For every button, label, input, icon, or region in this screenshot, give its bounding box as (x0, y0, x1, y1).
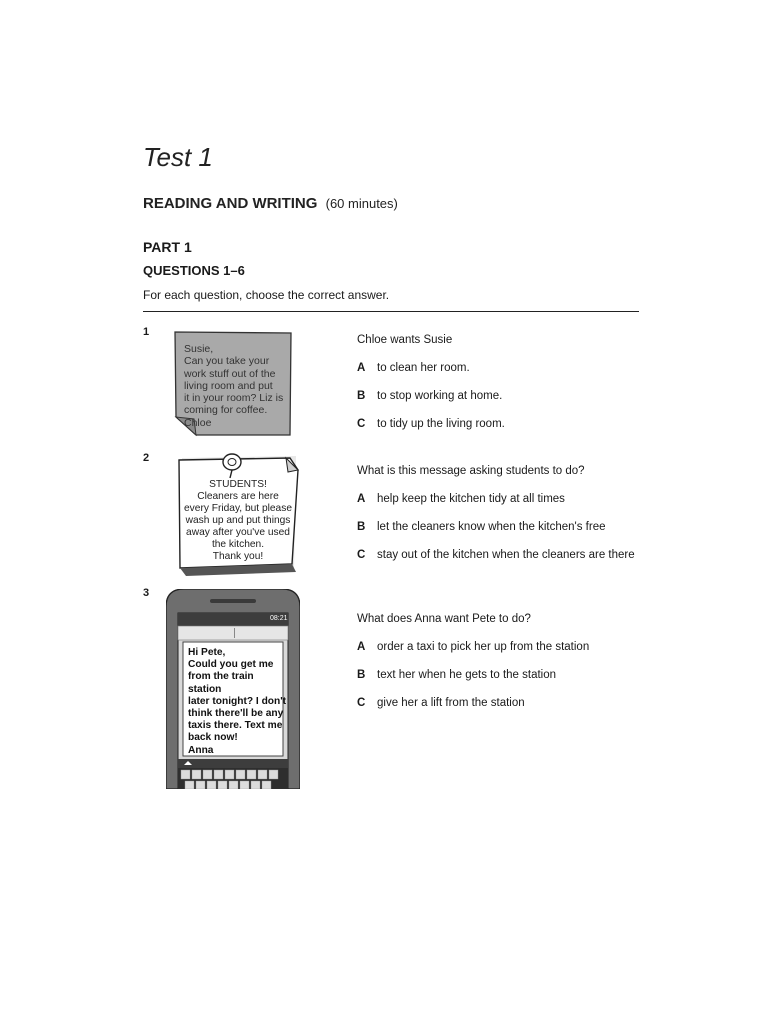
note-1-line: living room and put (184, 379, 273, 392)
option-letter: C (357, 549, 366, 561)
option-letter: C (357, 697, 366, 709)
question-1-option-b[interactable] (357, 390, 502, 402)
note-2-line: every Friday, but please (184, 503, 292, 514)
note-1-line: Susie, (184, 343, 214, 355)
speaker-grille (210, 599, 256, 603)
question-3-stem: What does Anna want Pete to do? (357, 613, 531, 625)
text-message-line: taxis there. Text me (188, 720, 283, 732)
text-message-line: Anna (188, 744, 214, 756)
question-1-option-c[interactable] (357, 418, 505, 430)
note-1-message (184, 343, 296, 429)
option-text: text her when he gets to the station (377, 669, 557, 681)
question-2-option-b[interactable] (357, 521, 606, 533)
section-title: READING AND WRITING (143, 195, 318, 212)
note-2-line: Thank you! (212, 551, 264, 562)
note-1-line: coming for coffee. (184, 404, 268, 417)
note-1-line: it in your room? Liz is (184, 392, 284, 405)
option-letter: B (357, 390, 366, 402)
note-3-message (188, 647, 288, 757)
question-2-option-a[interactable] (357, 493, 565, 505)
instruction-text: For each question, choose the correct answer. (143, 288, 390, 302)
option-letter: C (357, 418, 366, 430)
note-2-line: STUDENTS! (209, 479, 267, 490)
note-1-line: Chloe (184, 416, 212, 429)
note-1-line: work stuff out of the (184, 367, 276, 380)
option-letter: A (357, 493, 366, 505)
note-2-line: wash up and put things (185, 515, 291, 526)
note-1-line: Can you take your (184, 355, 270, 368)
text-message-line: think there'll be any (188, 708, 284, 720)
option-text: to clean her room. (377, 362, 470, 374)
text-message-line: Could you get me (188, 659, 274, 671)
option-text: order a taxi to pick her up from the station (377, 641, 590, 653)
text-message-line: later tonight? I don't (188, 695, 287, 707)
note-2-message (181, 479, 295, 563)
part-heading: PART 1 (143, 239, 192, 255)
section-duration: (60 minutes) (325, 196, 398, 211)
option-text: to tidy up the living room. (377, 418, 505, 430)
question-number-1: 1 (143, 326, 150, 338)
option-text: to stop working at home. (377, 390, 503, 402)
option-letter: A (357, 641, 366, 653)
option-text: help keep the kitchen tidy at all times (377, 493, 565, 505)
note-2-line: Cleaners are here (197, 491, 279, 502)
question-2-option-c[interactable] (357, 549, 635, 561)
questions-heading: QUESTIONS 1–6 (143, 263, 245, 278)
question-number-2: 2 (143, 452, 150, 464)
note-2-line: the kitchen. (211, 539, 265, 550)
option-text: give her a lift from the station (377, 697, 525, 709)
text-message-line: Hi Pete, (188, 647, 226, 658)
question-1-option-a[interactable] (357, 362, 470, 374)
phone-clock: 08:21 (270, 615, 288, 622)
question-2-stem: What is this message asking students to do? (357, 465, 585, 477)
question-1-stem: Chloe wants Susie (357, 334, 453, 346)
section-heading (143, 195, 398, 212)
text-message-line: from the train station (188, 671, 254, 695)
option-text: stay out of the kitchen when the cleaners are there (377, 549, 635, 561)
option-letter: A (357, 362, 366, 374)
question-3-option-b[interactable] (357, 669, 556, 681)
question-3-option-a[interactable] (357, 641, 589, 653)
question-3-option-c[interactable] (357, 697, 525, 709)
divider-rule (143, 311, 639, 312)
test-title: Test 1 (143, 142, 213, 172)
option-letter: B (357, 669, 366, 681)
note-2-line: away after you've used (186, 527, 290, 538)
option-letter: B (357, 521, 366, 533)
text-message-line: back now! (188, 732, 238, 744)
question-number-3: 3 (143, 587, 150, 599)
option-text: let the cleaners know when the kitchen's free (377, 521, 606, 533)
